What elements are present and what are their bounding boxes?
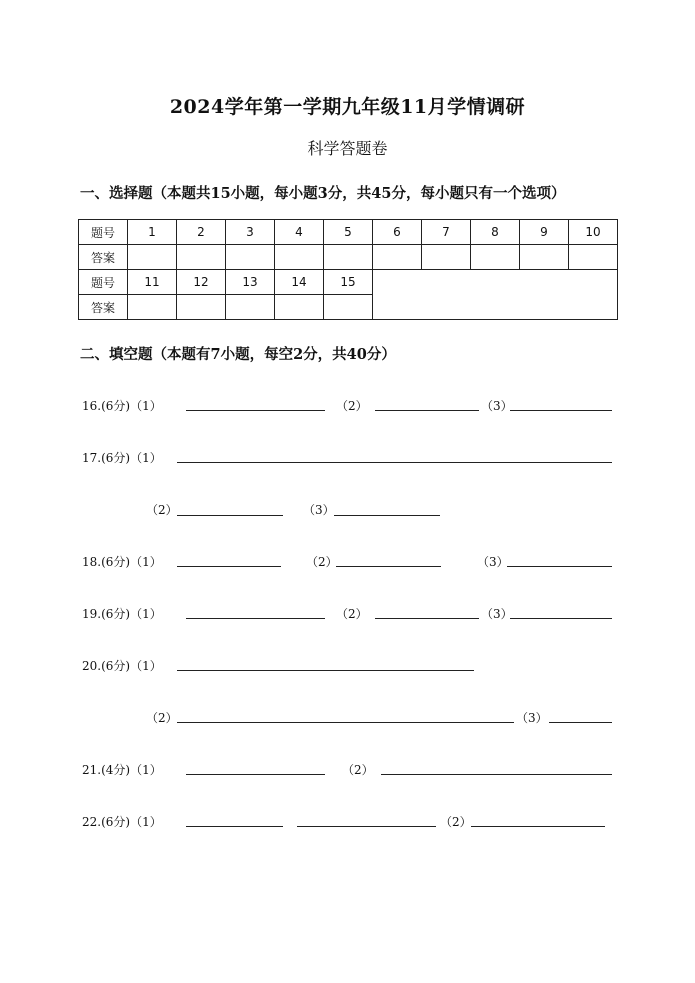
part-2-label: （2） (336, 399, 368, 413)
answer-cell[interactable] (569, 245, 618, 270)
row-label-answer: 答案 (79, 295, 128, 320)
section-heading-fill-blank: 二、填空题（本题有7小题，每空2分，共40分） (80, 346, 396, 363)
part-2-label: （2） (342, 763, 374, 777)
part-3-label: （3） (481, 607, 513, 621)
answer-cell[interactable] (422, 245, 471, 270)
question-20-label: 20.(6分)（1） (82, 659, 162, 673)
answer-line-16-1[interactable] (186, 410, 325, 411)
answer-cell[interactable] (324, 295, 373, 320)
answer-cell[interactable] (324, 245, 373, 270)
question-number-cell: 11 (128, 270, 177, 295)
answer-cell[interactable] (226, 245, 275, 270)
answer-line-18-3[interactable] (507, 566, 612, 567)
answer-cell[interactable] (226, 295, 275, 320)
answer-cell[interactable] (275, 245, 324, 270)
answer-line-18-2[interactable] (336, 566, 441, 567)
part-2-label: （2） (146, 711, 178, 725)
question-21-label: 21.(4分)（1） (82, 763, 162, 777)
question-number-cell: 2 (177, 220, 226, 245)
part-2-label: （2） (440, 815, 472, 829)
answer-line-20-1[interactable] (177, 670, 474, 671)
row-label-answer: 答案 (79, 245, 128, 270)
answer-line-18-1[interactable] (177, 566, 281, 567)
part-3-label: （3） (303, 503, 335, 517)
answer-line-21-1[interactable] (186, 774, 325, 775)
question-number-cell: 4 (275, 220, 324, 245)
answer-line-16-2[interactable] (375, 410, 479, 411)
question-number-cell: 15 (324, 270, 373, 295)
question-number-cell: 3 (226, 220, 275, 245)
answer-cell[interactable] (471, 245, 520, 270)
page-title: 2024学年第一学期九年级11月学情调研 (169, 96, 526, 118)
question-number-cell: 14 (275, 270, 324, 295)
question-17-label: 17.(6分)（1） (82, 451, 162, 465)
question-number-cell: 12 (177, 270, 226, 295)
answer-cell[interactable] (128, 245, 177, 270)
question-number-cell: 9 (520, 220, 569, 245)
answer-line-17-1[interactable] (177, 462, 612, 463)
table-row-answers-1 (79, 245, 618, 270)
row-label-number: 题号 (79, 220, 128, 245)
question-number-cell: 1 (128, 220, 177, 245)
question-number-cell: 8 (471, 220, 520, 245)
answer-cell[interactable] (177, 295, 226, 320)
answer-cell[interactable] (128, 295, 177, 320)
part-2-label: （2） (146, 503, 178, 517)
answer-line-21-2[interactable] (381, 774, 612, 775)
answer-cell[interactable] (275, 295, 324, 320)
section-heading-choice: 一、选择题（本题共15小题，每小题3分，共45分，每小题只有一个选项） (80, 185, 566, 202)
question-number-cell: 5 (324, 220, 373, 245)
answer-line-17-2[interactable] (177, 515, 283, 516)
question-16-label: 16.(6分)（1） (82, 399, 162, 413)
answer-cell[interactable] (520, 245, 569, 270)
answer-line-19-3[interactable] (510, 618, 612, 619)
question-number-cell: 6 (373, 220, 422, 245)
row-label-number: 题号 (79, 270, 128, 295)
question-18-label: 18.(6分)（1） (82, 555, 162, 569)
answer-line-22-1b[interactable] (297, 826, 436, 827)
table-row-numbers-1 (79, 220, 618, 245)
answer-line-22-1a[interactable] (186, 826, 283, 827)
answer-line-16-3[interactable] (510, 410, 612, 411)
answer-table (78, 219, 618, 320)
answer-line-19-1[interactable] (186, 618, 325, 619)
answer-cell[interactable] (177, 245, 226, 270)
answer-line-17-3[interactable] (334, 515, 440, 516)
page-subtitle: 科学答题卷 (307, 139, 388, 158)
answer-line-20-3[interactable] (549, 722, 612, 723)
answer-cell[interactable] (373, 245, 422, 270)
question-number-cell: 7 (422, 220, 471, 245)
part-2-label: （2） (306, 555, 338, 569)
part-2-label: （2） (336, 607, 368, 621)
answer-line-22-2[interactable] (471, 826, 605, 827)
table-row-numbers-2 (79, 270, 618, 295)
empty-table-area (373, 270, 618, 320)
part-3-label: （3） (477, 555, 509, 569)
answer-line-19-2[interactable] (375, 618, 479, 619)
question-number-cell: 10 (569, 220, 618, 245)
part-3-label: （3） (481, 399, 513, 413)
answer-line-20-2[interactable] (177, 722, 514, 723)
question-19-label: 19.(6分)（1） (82, 607, 162, 621)
part-3-label: （3） (516, 711, 548, 725)
question-22-label: 22.(6分)（1） (82, 815, 162, 829)
question-number-cell: 13 (226, 270, 275, 295)
